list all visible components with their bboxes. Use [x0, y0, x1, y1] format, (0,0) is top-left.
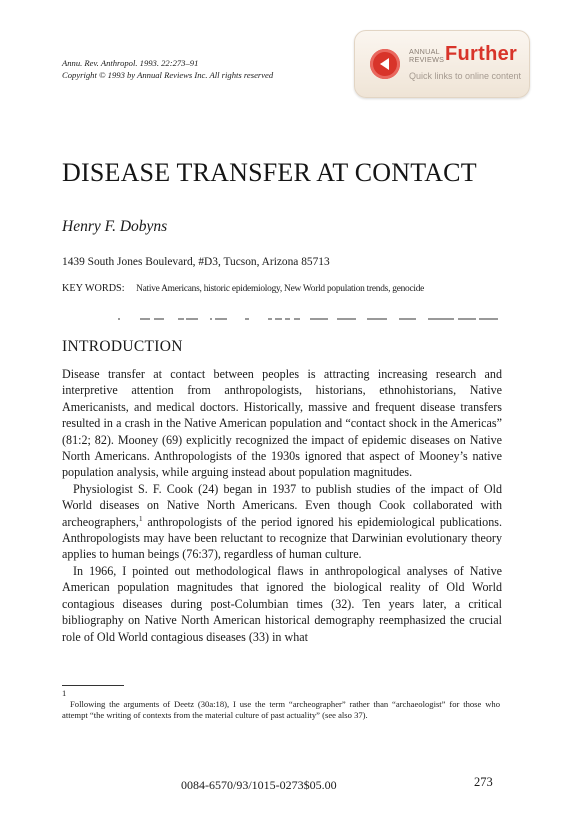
- banner-annual-reviews: ANNUAL REVIEWS: [409, 47, 445, 64]
- article-title: DISEASE TRANSFER AT CONTACT: [62, 158, 477, 187]
- paragraph: In 1966, I pointed out methodological flaws in anthropological analyses of Native American population magnitudes that ignored the biological reality of Old World contagious diseases during post-Columbian times (32). Ten years later, a critical bibliography on Native North American historical demography reemphasized the crucial role of Old World contagious diseases (33) in what: [62, 563, 502, 644]
- citation-line: Annu. Rev. Anthropol. 1993. 22:273–91: [62, 58, 199, 68]
- author-address: 1439 South Jones Boulevard, #D3, Tucson, Arizona 85713: [62, 256, 330, 268]
- keywords-label: KEY WORDS:: [62, 283, 125, 294]
- author-name: Henry F. Dobyns: [62, 218, 168, 235]
- decorative-dash-rule: [62, 316, 502, 322]
- footnote-text: Following the arguments of Deetz (30a:18), I use the term “archeographer” rather than “archaeologist” for those who attempt “the writing of contexts from the material culture of past actuality” (see also 37).: [62, 699, 500, 720]
- section-heading-introduction: INTRODUCTION: [62, 338, 183, 355]
- banner-further-label: Further: [445, 43, 518, 65]
- footnote-divider: [62, 685, 124, 686]
- body-text: [62, 366, 502, 645]
- citation-header: [62, 57, 273, 81]
- copyright-line: Copyright © 1993 by Annual Reviews Inc. All rights reserved: [62, 70, 274, 80]
- keywords-text: Native Americans, historic epidemiology, New World population trends, genocide: [136, 284, 425, 294]
- annual-reviews-further-banner[interactable]: [354, 30, 530, 98]
- paragraph: Disease transfer at contact between peoples is attracting increasing research and interpretive attention from anthropologists, historians, ethnohistorians, Native Americanists, and medical doctors. Historically, massive and frequent disease transfers resulted in a crash in the Native American population and “contact shock in the Americas” (81:2; 82). Mooney (69) explicitly recognized the impact of epidemic diseases on Native North Americans. Anthropologists of the 1930s ignored that aspect of Mooney’s native population analysis, while arguing instead about population magnitudes.: [62, 367, 502, 480]
- article-code: 0084-6570/93/1015-0273$05.00: [181, 778, 337, 792]
- banner-tagline: Quick links to online content: [409, 71, 522, 81]
- page-number: 273: [474, 775, 493, 789]
- footnote-marker: 1: [62, 688, 67, 698]
- paragraph: Physiologist S. F. Cook (24) began in 1937 to publish studies of the impact of Old World diseases on Native North Americans. Even though Cook collaborated with archeographers,$^1$ anthropologists of the period ignored his epidemiological publications. Anthropologists may have been reluctant to recognize that Darwinian evolutionary theory applies to human beings (76:37), regardless of human culture.: [62, 481, 502, 562]
- left-arrow-circle-icon: [370, 49, 400, 79]
- footnote-reference[interactable]: 1: [138, 513, 143, 523]
- keywords-line: [62, 283, 424, 294]
